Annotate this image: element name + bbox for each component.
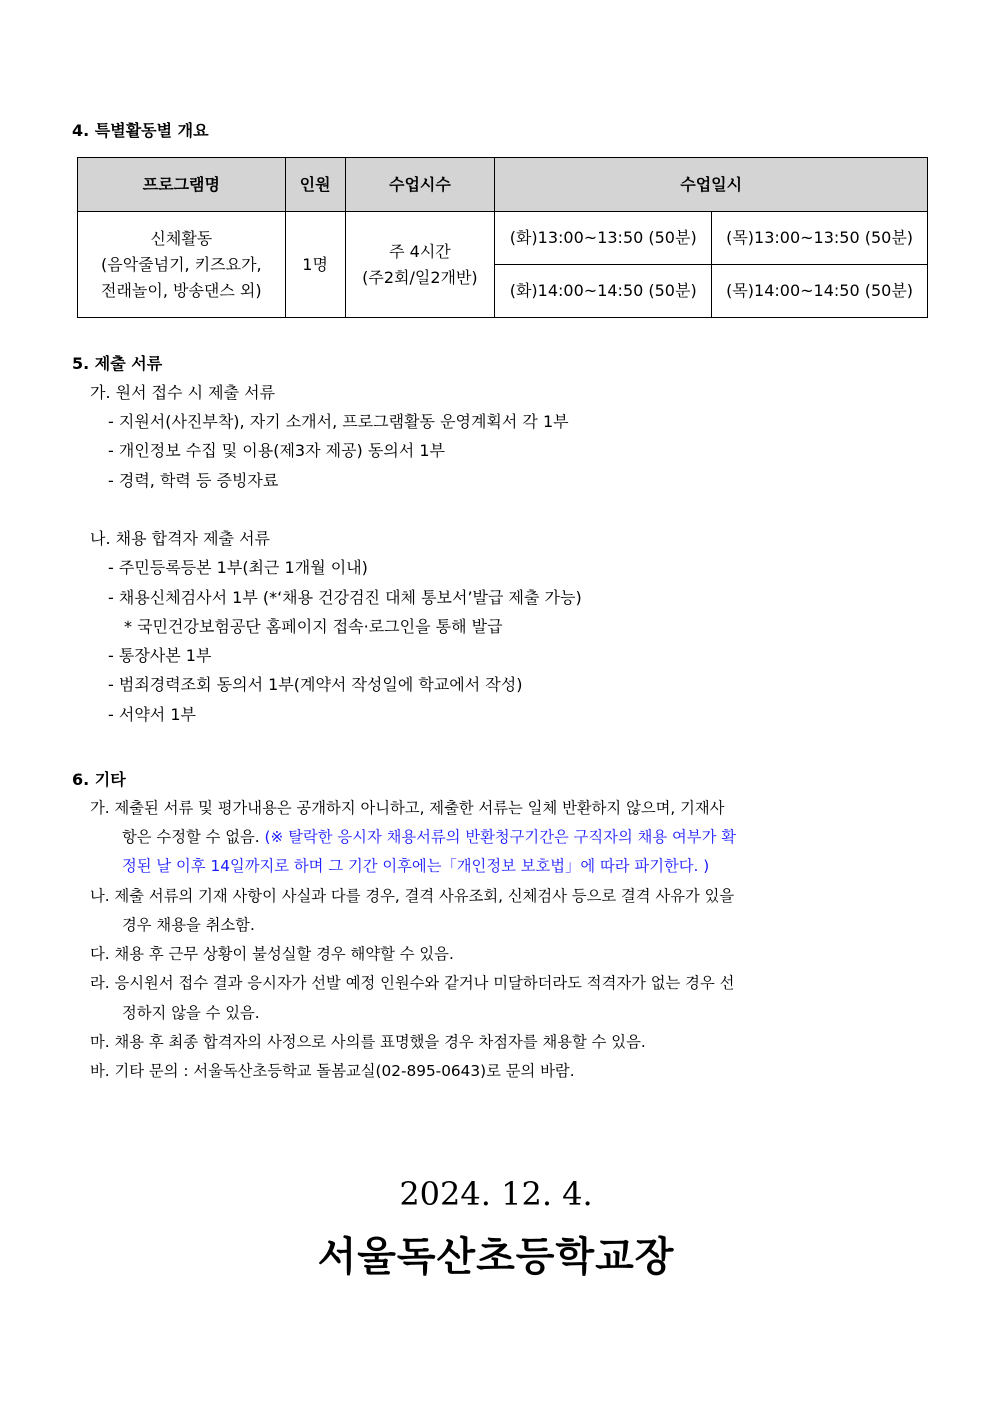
- table-row: [78, 212, 928, 265]
- count-cell: 1명: [285, 212, 345, 318]
- program-detail-1: (음악줄넘기, 키즈요가,: [101, 254, 262, 274]
- program-cell: [78, 212, 286, 318]
- signer-title: 서울독산초등학교장: [317, 1234, 675, 1280]
- list-item: - 서약서 1부: [108, 705, 196, 724]
- section-6-ga-line-1: 가. 제출된 서류 및 평가내용은 공개하지 아니하고, 제출한 서류는 일체 반환하지 않으며, 기재사: [90, 799, 725, 817]
- section-6-da-line: 다. 채용 후 근무 상황이 불성실할 경우 해약할 수 있음.: [90, 945, 454, 963]
- list-item: - 개인정보 수집 및 이용(제3자 제공) 동의서 1부: [108, 441, 445, 460]
- section-6-na-line-1: 나. 제출 서류의 기재 사항이 사실과 다를 경우, 결격 사유조회, 신체검사 등으로 결격 사유가 있을: [90, 887, 735, 905]
- section-4-heading: 4. 특별활동별 개요: [72, 121, 209, 140]
- hours-main: 주 4시간: [389, 241, 451, 261]
- list-item: - 채용신체검사서 1부 (*‘채용 건강검진 대체 통보서’발급 제출 가능): [108, 588, 582, 607]
- slot-thu-1: (목)13:00~13:50 (50분): [712, 212, 928, 265]
- section-6-ra-line-1: 라. 응시원서 접수 결과 응시자가 선발 예정 인원수와 같거나 미달하더라도 적격자가 없는 경우 선: [90, 974, 735, 992]
- header-count: 인원: [285, 158, 345, 212]
- section-6-ga-line-3: 정된 날 이후 14일까지로 하며 그 기간 이후에는「개인정보 보호법」에 따라 파기한다. ): [122, 857, 710, 875]
- section-6-ra-line-2: 정하지 않을 수 있음.: [122, 1004, 260, 1022]
- list-note: * 국민건강보험공단 홈페이지 접속·로그인을 통해 발급: [124, 617, 503, 636]
- hours-cell: [345, 212, 495, 318]
- activity-overview-table: [77, 157, 928, 318]
- section-6-ga-line-2: [122, 825, 736, 847]
- program-detail-2: 전래놀이, 방송댄스 외): [101, 280, 262, 300]
- hours-detail: (주2회/일2개반): [362, 267, 478, 287]
- ga-text: 항은 수정할 수 없음.: [122, 828, 260, 846]
- table-header-row: [78, 158, 928, 212]
- list-item: - 경력, 학력 등 증빙자료: [108, 471, 279, 490]
- slot-tue-2: (화)14:00~14:50 (50분): [495, 265, 712, 318]
- section-6-ma-line: 마. 채용 후 최종 합격자의 사정으로 사의를 표명했을 경우 차점자를 채용할 수 있음.: [90, 1033, 646, 1051]
- document-date: 2024. 12. 4.: [399, 1175, 593, 1213]
- list-item: - 지원서(사진부착), 자기 소개서, 프로그램활동 운영계획서 각 1부: [108, 412, 569, 431]
- ga-notice: (※ 탈락한 응시자 채용서류의 반환청구기간은 구직자의 채용 여부가 확: [264, 828, 736, 846]
- section-6-na-line-2: 경우 채용을 취소함.: [122, 916, 255, 934]
- list-item: - 주민등록등본 1부(최근 1개월 이내): [108, 558, 368, 577]
- section-6-ba-line: 바. 기타 문의 : 서울독산초등학교 돌봄교실(02-895-0643)로 문의 바람.: [90, 1062, 575, 1080]
- header-schedule: 수업일시: [495, 158, 928, 212]
- slot-thu-2: (목)14:00~14:50 (50분): [712, 265, 928, 318]
- section-6-heading: 6. 기타: [72, 770, 126, 789]
- section-5-a-title: 가. 원서 접수 시 제출 서류: [90, 383, 276, 402]
- list-item: - 범죄경력조회 동의서 1부(계약서 작성일에 학교에서 작성): [108, 675, 523, 694]
- program-name: 신체활동: [150, 228, 213, 248]
- header-program: 프로그램명: [78, 158, 286, 212]
- section-5-b-title: 나. 채용 합격자 제출 서류: [90, 529, 270, 548]
- header-hours: 수업시수: [345, 158, 495, 212]
- section-5-heading: 5. 제출 서류: [72, 354, 163, 373]
- list-item: - 통장사본 1부: [108, 646, 212, 665]
- slot-tue-1: (화)13:00~13:50 (50분): [495, 212, 712, 265]
